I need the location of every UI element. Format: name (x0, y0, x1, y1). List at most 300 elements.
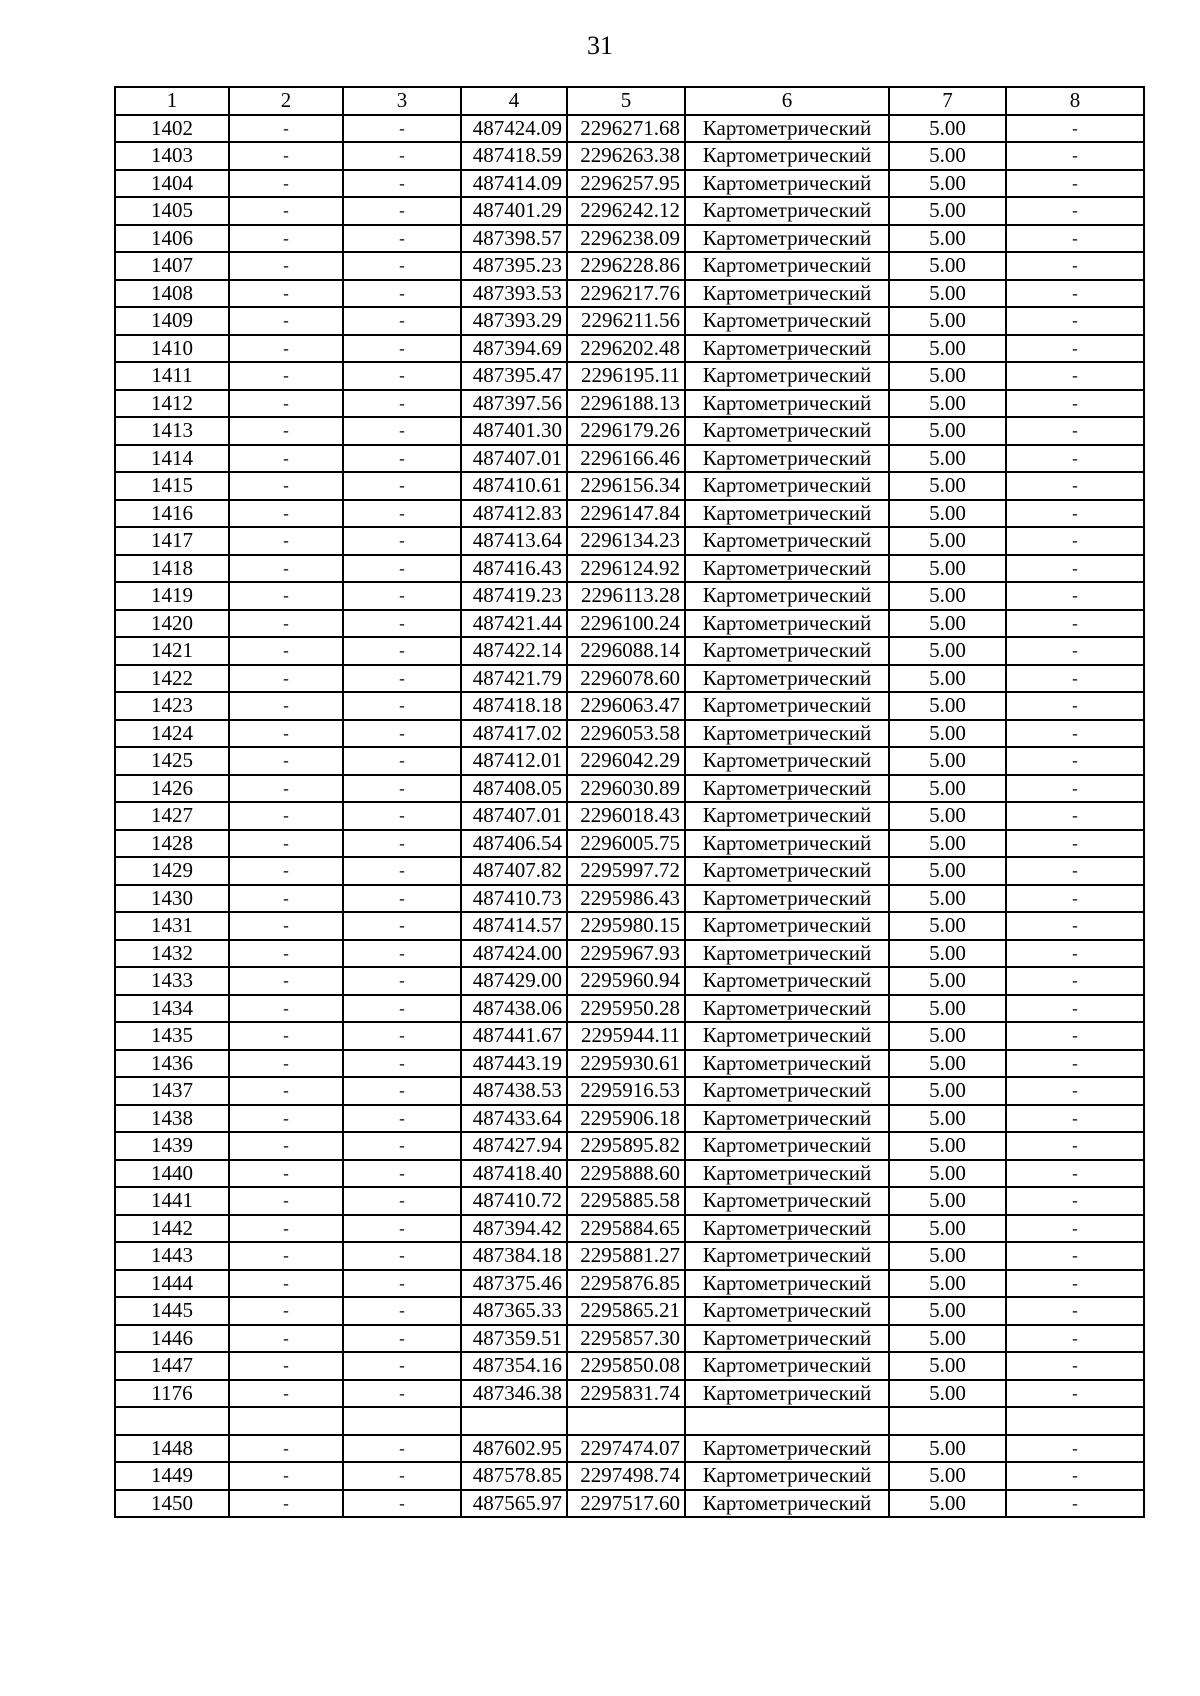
col8-cell: - (1006, 307, 1144, 335)
x-coordinate-cell: 487565.97 (461, 1490, 567, 1518)
col8-cell: - (1006, 1325, 1144, 1353)
y-coordinate-cell: 2296078.60 (567, 665, 685, 693)
y-coordinate-cell: 2296202.48 (567, 335, 685, 363)
accuracy-cell: 5.00 (889, 637, 1006, 665)
y-coordinate-cell (567, 1407, 685, 1435)
method-cell: Картометрический (685, 775, 889, 803)
method-cell: Картометрический (685, 720, 889, 748)
method-cell: Картометрический (685, 390, 889, 418)
table-row (115, 1105, 1144, 1133)
y-coordinate-cell: 2295865.21 (567, 1297, 685, 1325)
y-coordinate-cell: 2296030.89 (567, 775, 685, 803)
method-cell: Картометрический (685, 1022, 889, 1050)
accuracy-cell: 5.00 (889, 527, 1006, 555)
x-coordinate-cell (461, 1407, 567, 1435)
x-coordinate-cell: 487412.83 (461, 500, 567, 528)
col2-cell: - (229, 280, 343, 308)
accuracy-cell: 5.00 (889, 390, 1006, 418)
x-coordinate-cell: 487418.59 (461, 142, 567, 170)
table-row (115, 1380, 1144, 1408)
col3-cell: - (343, 170, 461, 198)
table-row (115, 1270, 1144, 1298)
point-number-cell: 1409 (115, 307, 229, 335)
col3-cell (343, 1407, 461, 1435)
col2-cell: - (229, 445, 343, 473)
method-cell: Картометрический (685, 830, 889, 858)
x-coordinate-cell: 487424.00 (461, 940, 567, 968)
col3-cell: - (343, 555, 461, 583)
accuracy-cell: 5.00 (889, 1352, 1006, 1380)
method-cell: Картометрический (685, 885, 889, 913)
x-coordinate-cell: 487410.61 (461, 472, 567, 500)
y-coordinate-cell: 2296147.84 (567, 500, 685, 528)
table-row (115, 417, 1144, 445)
point-number-cell: 1408 (115, 280, 229, 308)
point-number-cell: 1424 (115, 720, 229, 748)
method-cell: Картометрический (685, 1352, 889, 1380)
method-cell: Картометрический (685, 1297, 889, 1325)
table-row (115, 1022, 1144, 1050)
col3-cell: - (343, 747, 461, 775)
col8-cell: - (1006, 1187, 1144, 1215)
x-coordinate-cell: 487407.82 (461, 857, 567, 885)
col2-cell: - (229, 610, 343, 638)
table-row (115, 527, 1144, 555)
table-row (115, 307, 1144, 335)
point-number-cell (115, 1407, 229, 1435)
point-number-cell: 1404 (115, 170, 229, 198)
point-number-cell: 1412 (115, 390, 229, 418)
col2-cell: - (229, 637, 343, 665)
y-coordinate-cell: 2295888.60 (567, 1160, 685, 1188)
accuracy-cell: 5.00 (889, 665, 1006, 693)
x-coordinate-cell: 487418.40 (461, 1160, 567, 1188)
col2-cell: - (229, 115, 343, 143)
col8-cell: - (1006, 1242, 1144, 1270)
col8-cell: - (1006, 747, 1144, 775)
col2-cell: - (229, 555, 343, 583)
method-cell: Картометрический (685, 747, 889, 775)
accuracy-cell: 5.00 (889, 1380, 1006, 1408)
col8-cell: - (1006, 1077, 1144, 1105)
col3-cell: - (343, 830, 461, 858)
method-cell: Картометрический (685, 445, 889, 473)
x-coordinate-cell: 487398.57 (461, 225, 567, 253)
table-row (115, 362, 1144, 390)
col3-cell: - (343, 1380, 461, 1408)
col8-cell: - (1006, 390, 1144, 418)
x-coordinate-cell: 487408.05 (461, 775, 567, 803)
point-number-cell: 1425 (115, 747, 229, 775)
accuracy-cell: 5.00 (889, 225, 1006, 253)
column-header-5: 5 (567, 87, 685, 115)
col2-cell: - (229, 335, 343, 363)
col3-cell: - (343, 1490, 461, 1518)
col3-cell: - (343, 885, 461, 913)
x-coordinate-cell: 487413.64 (461, 527, 567, 555)
method-cell: Картометрический (685, 692, 889, 720)
method-cell: Картометрический (685, 500, 889, 528)
x-coordinate-cell: 487418.18 (461, 692, 567, 720)
accuracy-cell: 5.00 (889, 1325, 1006, 1353)
col8-cell: - (1006, 857, 1144, 885)
col3-cell: - (343, 527, 461, 555)
point-number-cell: 1428 (115, 830, 229, 858)
method-cell: Картометрический (685, 940, 889, 968)
method-cell: Картометрический (685, 1105, 889, 1133)
col2-cell: - (229, 527, 343, 555)
accuracy-cell: 5.00 (889, 115, 1006, 143)
x-coordinate-cell: 487354.16 (461, 1352, 567, 1380)
method-cell: Картометрический (685, 252, 889, 280)
method-cell: Картометрический (685, 967, 889, 995)
x-coordinate-cell: 487412.01 (461, 747, 567, 775)
x-coordinate-cell: 487359.51 (461, 1325, 567, 1353)
method-cell: Картометрический (685, 142, 889, 170)
x-coordinate-cell: 487416.43 (461, 555, 567, 583)
col8-cell: - (1006, 472, 1144, 500)
point-number-cell: 1450 (115, 1490, 229, 1518)
y-coordinate-cell: 2296053.58 (567, 720, 685, 748)
point-number-cell: 1431 (115, 912, 229, 940)
point-number-cell: 1411 (115, 362, 229, 390)
col3-cell: - (343, 307, 461, 335)
table-row (115, 252, 1144, 280)
col2-cell: - (229, 1105, 343, 1133)
point-number-cell: 1438 (115, 1105, 229, 1133)
method-cell: Картометрический (685, 857, 889, 885)
col2-cell: - (229, 500, 343, 528)
method-cell: Картометрический (685, 280, 889, 308)
table-row (115, 830, 1144, 858)
table-row (115, 280, 1144, 308)
col3-cell: - (343, 857, 461, 885)
col2-cell: - (229, 390, 343, 418)
col3-cell: - (343, 967, 461, 995)
point-number-cell: 1420 (115, 610, 229, 638)
x-coordinate-cell: 487422.14 (461, 637, 567, 665)
x-coordinate-cell: 487421.79 (461, 665, 567, 693)
col8-cell: - (1006, 500, 1144, 528)
table-row (115, 912, 1144, 940)
method-cell: Картометрический (685, 1380, 889, 1408)
col3-cell: - (343, 390, 461, 418)
method-cell: Картометрический (685, 610, 889, 638)
method-cell: Картометрический (685, 527, 889, 555)
col8-cell: - (1006, 1022, 1144, 1050)
y-coordinate-cell: 2296211.56 (567, 307, 685, 335)
method-cell: Картометрический (685, 912, 889, 940)
accuracy-cell: 5.00 (889, 362, 1006, 390)
col8-cell: - (1006, 1050, 1144, 1078)
accuracy-cell: 5.00 (889, 610, 1006, 638)
point-number-cell: 1430 (115, 885, 229, 913)
column-header-7: 7 (889, 87, 1006, 115)
col2-cell: - (229, 1050, 343, 1078)
accuracy-cell: 5.00 (889, 1022, 1006, 1050)
x-coordinate-cell: 487410.73 (461, 885, 567, 913)
table-row (115, 390, 1144, 418)
table-row (115, 637, 1144, 665)
col8-cell: - (1006, 252, 1144, 280)
x-coordinate-cell: 487414.09 (461, 170, 567, 198)
x-coordinate-cell: 487393.53 (461, 280, 567, 308)
x-coordinate-cell: 487438.53 (461, 1077, 567, 1105)
y-coordinate-cell: 2296242.12 (567, 197, 685, 225)
y-coordinate-cell: 2297474.07 (567, 1435, 685, 1463)
accuracy-cell: 5.00 (889, 142, 1006, 170)
table-header-row (115, 87, 1144, 115)
col2-cell: - (229, 940, 343, 968)
y-coordinate-cell: 2295895.82 (567, 1132, 685, 1160)
col3-cell: - (343, 692, 461, 720)
y-coordinate-cell: 2296188.13 (567, 390, 685, 418)
accuracy-cell: 5.00 (889, 472, 1006, 500)
table-row (115, 885, 1144, 913)
y-coordinate-cell: 2296263.38 (567, 142, 685, 170)
y-coordinate-cell: 2296166.46 (567, 445, 685, 473)
method-cell: Картометрический (685, 225, 889, 253)
col8-cell: - (1006, 1462, 1144, 1490)
col8-cell: - (1006, 170, 1144, 198)
table-row (115, 445, 1144, 473)
col3-cell: - (343, 610, 461, 638)
table-row (115, 1352, 1144, 1380)
method-cell: Картометрический (685, 1325, 889, 1353)
col8-cell: - (1006, 555, 1144, 583)
accuracy-cell: 5.00 (889, 802, 1006, 830)
y-coordinate-cell: 2296113.28 (567, 582, 685, 610)
col2-cell: - (229, 1490, 343, 1518)
point-number-cell: 1417 (115, 527, 229, 555)
point-number-cell: 1436 (115, 1050, 229, 1078)
coordinates-table (114, 86, 1145, 1518)
x-coordinate-cell: 487441.67 (461, 1022, 567, 1050)
col8-cell: - (1006, 445, 1144, 473)
col2-cell: - (229, 472, 343, 500)
x-coordinate-cell: 487384.18 (461, 1242, 567, 1270)
col2-cell: - (229, 1242, 343, 1270)
point-number-cell: 1419 (115, 582, 229, 610)
col8-cell: - (1006, 1132, 1144, 1160)
y-coordinate-cell: 2295881.27 (567, 1242, 685, 1270)
point-number-cell: 1441 (115, 1187, 229, 1215)
table-row (115, 142, 1144, 170)
accuracy-cell: 5.00 (889, 445, 1006, 473)
table-row (115, 692, 1144, 720)
table-row (115, 1215, 1144, 1243)
accuracy-cell (889, 1407, 1006, 1435)
page-number: 31 (587, 31, 613, 60)
y-coordinate-cell: 2295831.74 (567, 1380, 685, 1408)
accuracy-cell: 5.00 (889, 1435, 1006, 1463)
point-number-cell: 1442 (115, 1215, 229, 1243)
x-coordinate-cell: 487395.47 (461, 362, 567, 390)
point-number-cell: 1406 (115, 225, 229, 253)
table-row (115, 555, 1144, 583)
method-cell: Картометрический (685, 1270, 889, 1298)
table-row (115, 1242, 1144, 1270)
accuracy-cell: 5.00 (889, 995, 1006, 1023)
col3-cell: - (343, 1105, 461, 1133)
col2-cell: - (229, 720, 343, 748)
col3-cell: - (343, 280, 461, 308)
col2-cell: - (229, 830, 343, 858)
point-number-cell: 1410 (115, 335, 229, 363)
x-coordinate-cell: 487395.23 (461, 252, 567, 280)
table-row (115, 1407, 1144, 1435)
col2-cell: - (229, 1215, 343, 1243)
method-cell: Картометрический (685, 1215, 889, 1243)
accuracy-cell: 5.00 (889, 1242, 1006, 1270)
point-number-cell: 1439 (115, 1132, 229, 1160)
col8-cell: - (1006, 830, 1144, 858)
point-number-cell: 1402 (115, 115, 229, 143)
col8-cell: - (1006, 417, 1144, 445)
x-coordinate-cell: 487401.30 (461, 417, 567, 445)
method-cell: Картометрический (685, 1462, 889, 1490)
table-row (115, 610, 1144, 638)
x-coordinate-cell: 487365.33 (461, 1297, 567, 1325)
table-row (115, 1297, 1144, 1325)
table-row (115, 1490, 1144, 1518)
accuracy-cell: 5.00 (889, 1187, 1006, 1215)
col8-cell: - (1006, 940, 1144, 968)
col2-cell (229, 1407, 343, 1435)
table-row (115, 1325, 1144, 1353)
x-coordinate-cell: 487394.69 (461, 335, 567, 363)
point-number-cell: 1405 (115, 197, 229, 225)
col3-cell: - (343, 225, 461, 253)
col3-cell: - (343, 582, 461, 610)
col3-cell: - (343, 995, 461, 1023)
col2-cell: - (229, 1187, 343, 1215)
table-row (115, 472, 1144, 500)
y-coordinate-cell: 2295857.30 (567, 1325, 685, 1353)
col3-cell: - (343, 115, 461, 143)
method-cell: Картометрический (685, 1160, 889, 1188)
col2-cell: - (229, 1380, 343, 1408)
col3-cell: - (343, 417, 461, 445)
col8-cell: - (1006, 802, 1144, 830)
col8-cell: - (1006, 637, 1144, 665)
col2-cell: - (229, 747, 343, 775)
y-coordinate-cell: 2295885.58 (567, 1187, 685, 1215)
accuracy-cell: 5.00 (889, 1297, 1006, 1325)
table-row (115, 857, 1144, 885)
point-number-cell: 1407 (115, 252, 229, 280)
col2-cell: - (229, 692, 343, 720)
y-coordinate-cell: 2296005.75 (567, 830, 685, 858)
col3-cell: - (343, 1050, 461, 1078)
col3-cell: - (343, 142, 461, 170)
point-number-cell: 1413 (115, 417, 229, 445)
col8-cell: - (1006, 335, 1144, 363)
col8-cell: - (1006, 692, 1144, 720)
col8-cell: - (1006, 280, 1144, 308)
accuracy-cell: 5.00 (889, 1077, 1006, 1105)
point-number-cell: 1418 (115, 555, 229, 583)
accuracy-cell: 5.00 (889, 1490, 1006, 1518)
col8-cell: - (1006, 1160, 1144, 1188)
table-row (115, 967, 1144, 995)
col2-cell: - (229, 885, 343, 913)
accuracy-cell: 5.00 (889, 335, 1006, 363)
accuracy-cell: 5.00 (889, 1050, 1006, 1078)
x-coordinate-cell: 487410.72 (461, 1187, 567, 1215)
col2-cell: - (229, 252, 343, 280)
col3-cell: - (343, 802, 461, 830)
column-header-2: 2 (229, 87, 343, 115)
y-coordinate-cell: 2295930.61 (567, 1050, 685, 1078)
accuracy-cell: 5.00 (889, 912, 1006, 940)
col8-cell: - (1006, 142, 1144, 170)
col2-cell: - (229, 1297, 343, 1325)
method-cell: Картометрический (685, 170, 889, 198)
accuracy-cell: 5.00 (889, 967, 1006, 995)
table-row (115, 1462, 1144, 1490)
accuracy-cell: 5.00 (889, 720, 1006, 748)
column-header-8: 8 (1006, 87, 1144, 115)
col2-cell: - (229, 582, 343, 610)
table-row (115, 582, 1144, 610)
col3-cell: - (343, 1242, 461, 1270)
col3-cell: - (343, 1132, 461, 1160)
y-coordinate-cell: 2297517.60 (567, 1490, 685, 1518)
table-row (115, 1187, 1144, 1215)
col2-cell: - (229, 912, 343, 940)
col8-cell: - (1006, 610, 1144, 638)
x-coordinate-cell: 487414.57 (461, 912, 567, 940)
col8-cell: - (1006, 1490, 1144, 1518)
col3-cell: - (343, 1297, 461, 1325)
accuracy-cell: 5.00 (889, 500, 1006, 528)
accuracy-cell: 5.00 (889, 857, 1006, 885)
col8-cell: - (1006, 527, 1144, 555)
col3-cell: - (343, 720, 461, 748)
column-header-1: 1 (115, 87, 229, 115)
method-cell: Картометрический (685, 1132, 889, 1160)
y-coordinate-cell: 2295967.93 (567, 940, 685, 968)
x-coordinate-cell: 487424.09 (461, 115, 567, 143)
method-cell: Картометрический (685, 197, 889, 225)
accuracy-cell: 5.00 (889, 307, 1006, 335)
accuracy-cell: 5.00 (889, 885, 1006, 913)
col8-cell: - (1006, 362, 1144, 390)
col8-cell: - (1006, 885, 1144, 913)
col3-cell: - (343, 362, 461, 390)
col2-cell: - (229, 665, 343, 693)
point-number-cell: 1423 (115, 692, 229, 720)
col3-cell: - (343, 335, 461, 363)
table-row (115, 1160, 1144, 1188)
col2-cell: - (229, 225, 343, 253)
col3-cell: - (343, 1270, 461, 1298)
point-number-cell: 1445 (115, 1297, 229, 1325)
x-coordinate-cell: 487602.95 (461, 1435, 567, 1463)
table-row (115, 747, 1144, 775)
table-row (115, 1077, 1144, 1105)
table-row (115, 995, 1144, 1023)
accuracy-cell: 5.00 (889, 1462, 1006, 1490)
point-number-cell: 1403 (115, 142, 229, 170)
x-coordinate-cell: 487443.19 (461, 1050, 567, 1078)
col2-cell: - (229, 362, 343, 390)
point-number-cell: 1446 (115, 1325, 229, 1353)
col8-cell: - (1006, 115, 1144, 143)
point-number-cell: 1444 (115, 1270, 229, 1298)
method-cell: Картометрический (685, 665, 889, 693)
